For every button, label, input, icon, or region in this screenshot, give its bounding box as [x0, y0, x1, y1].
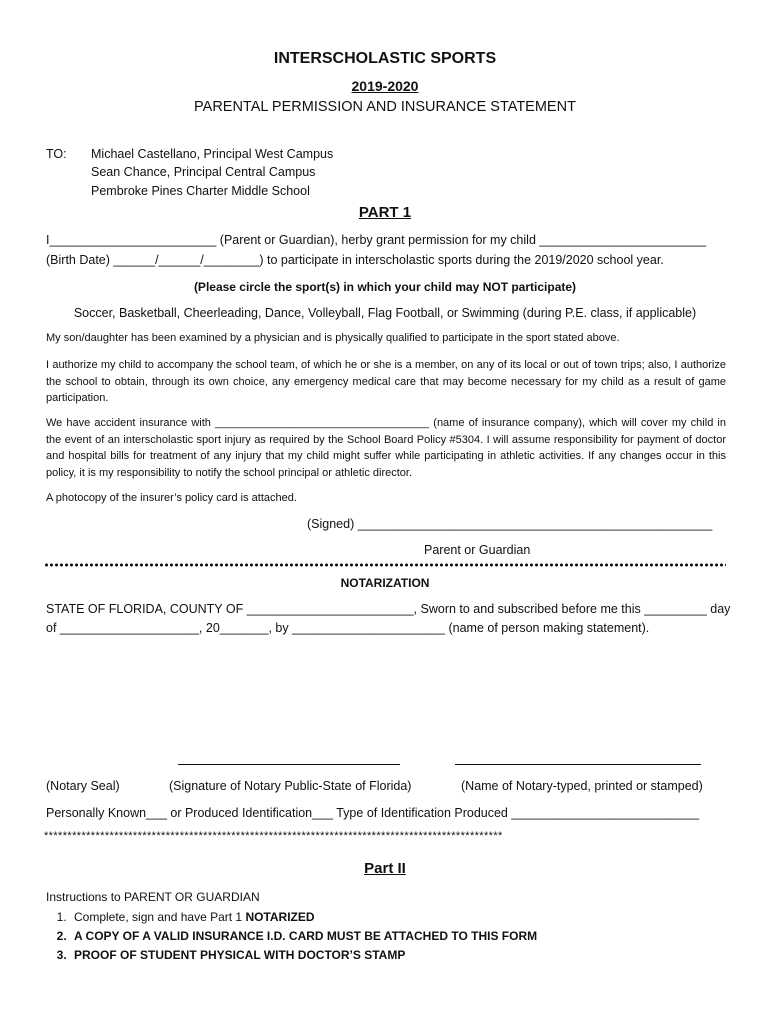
signer-caption: Parent or Guardian — [424, 543, 531, 557]
notary-name-line — [455, 764, 701, 765]
insurance-statement: We have accident insurance with ___________________________________ (name of insurance company), which will cover my child in the event of an interscholastic sport injury as required by the School Board Policy #5304. I will assume responsibility for payment of doctor and hospital bills for treatment of any injury that my child might suffer while participating in athletic activities. If any changes occur in this policy, it is my responsibility to notify the school principal or athletic director. — [46, 417, 726, 479]
notary-signature-line — [178, 764, 400, 765]
asterisk-separator: ************************************************************************************************** — [44, 830, 503, 842]
part2-heading: Part II — [364, 860, 406, 877]
recipient-line: Pembroke Pines Charter Middle School — [91, 184, 310, 198]
identification-line: Personally Known___ or Produced Identification___ Type of Identification Produced ___________________________ — [46, 806, 700, 820]
instruction-step: 2. A COPY OF A VALID INSURANCE I.D. CARD MUST BE ATTACHED TO THIS FORM — [70, 927, 537, 946]
to-label: TO: — [46, 147, 67, 161]
part1-heading: PART 1 — [358, 204, 412, 221]
section-divider — [44, 563, 726, 567]
sports-list: Soccer, Basketball, Cheerleading, Dance, Volleyball, Flag Football, or Swimming (during P.E. class, if applicable) — [73, 306, 697, 320]
school-year: 2019-2020 — [351, 78, 419, 94]
instruction-steps — [46, 908, 537, 965]
notary-county-line: STATE OF FLORIDA, COUNTY OF ________________________, Sworn to and subscribed before me this _________ day — [46, 602, 731, 616]
birth-date-line: (Birth Date) ______/______/________) to participate in interscholastic sports during the 2019/2020 school year. — [46, 253, 664, 267]
exam-statement: My son/daughter has been examined by a physician and is physically qualified to participate in the sport stated above. — [46, 332, 620, 344]
notary-seal-label: (Notary Seal) — [46, 779, 120, 793]
notary-name-label: (Name of Notary-typed, printed or stamped) — [461, 779, 703, 793]
step-text: Complete, sign and have Part 1 — [74, 910, 246, 924]
recipient-line: Michael Castellano, Principal West Campus — [91, 147, 334, 161]
notary-date-line: of ____________________, 20_______, by ______________________ (name of person making statement). — [46, 621, 650, 635]
recipient-line: Sean Chance, Principal Central Campus — [91, 165, 316, 179]
instructions-title: Instructions to PARENT OR GUARDIAN — [46, 890, 260, 904]
circle-instruction: (Please circle the sport(s) in which your child may NOT participate) — [193, 280, 577, 294]
notary-signature-label: (Signature of Notary Public-State of Florida) — [169, 779, 412, 793]
permission-line: I________________________ (Parent or Guardian), herby grant permission for my child ________________________ — [46, 233, 707, 247]
form-subtitle: PARENTAL PERMISSION AND INSURANCE STATEMENT — [194, 99, 576, 115]
instruction-step — [70, 908, 537, 927]
authorize-statement: I authorize my child to accompany the school team, of which he or she is a member, on any of its local or out of town trips; also, I authorize the school to obtain, through its own choice, any emergency medical care that may become necessary for my child as a result of game participation. — [46, 359, 726, 404]
parent-signature-line: (Signed) ___________________________________________________ — [307, 517, 713, 531]
step-emphasis: NOTARIZED — [245, 910, 315, 924]
instruction-step: 3. PROOF OF STUDENT PHYSICAL WITH DOCTOR’S STAMP — [70, 946, 537, 965]
photocopy-statement: A photocopy of the insurer’s policy card is attached. — [46, 492, 297, 504]
form-title: INTERSCHOLASTIC SPORTS — [273, 50, 497, 67]
notarization-heading: NOTARIZATION — [340, 576, 430, 590]
